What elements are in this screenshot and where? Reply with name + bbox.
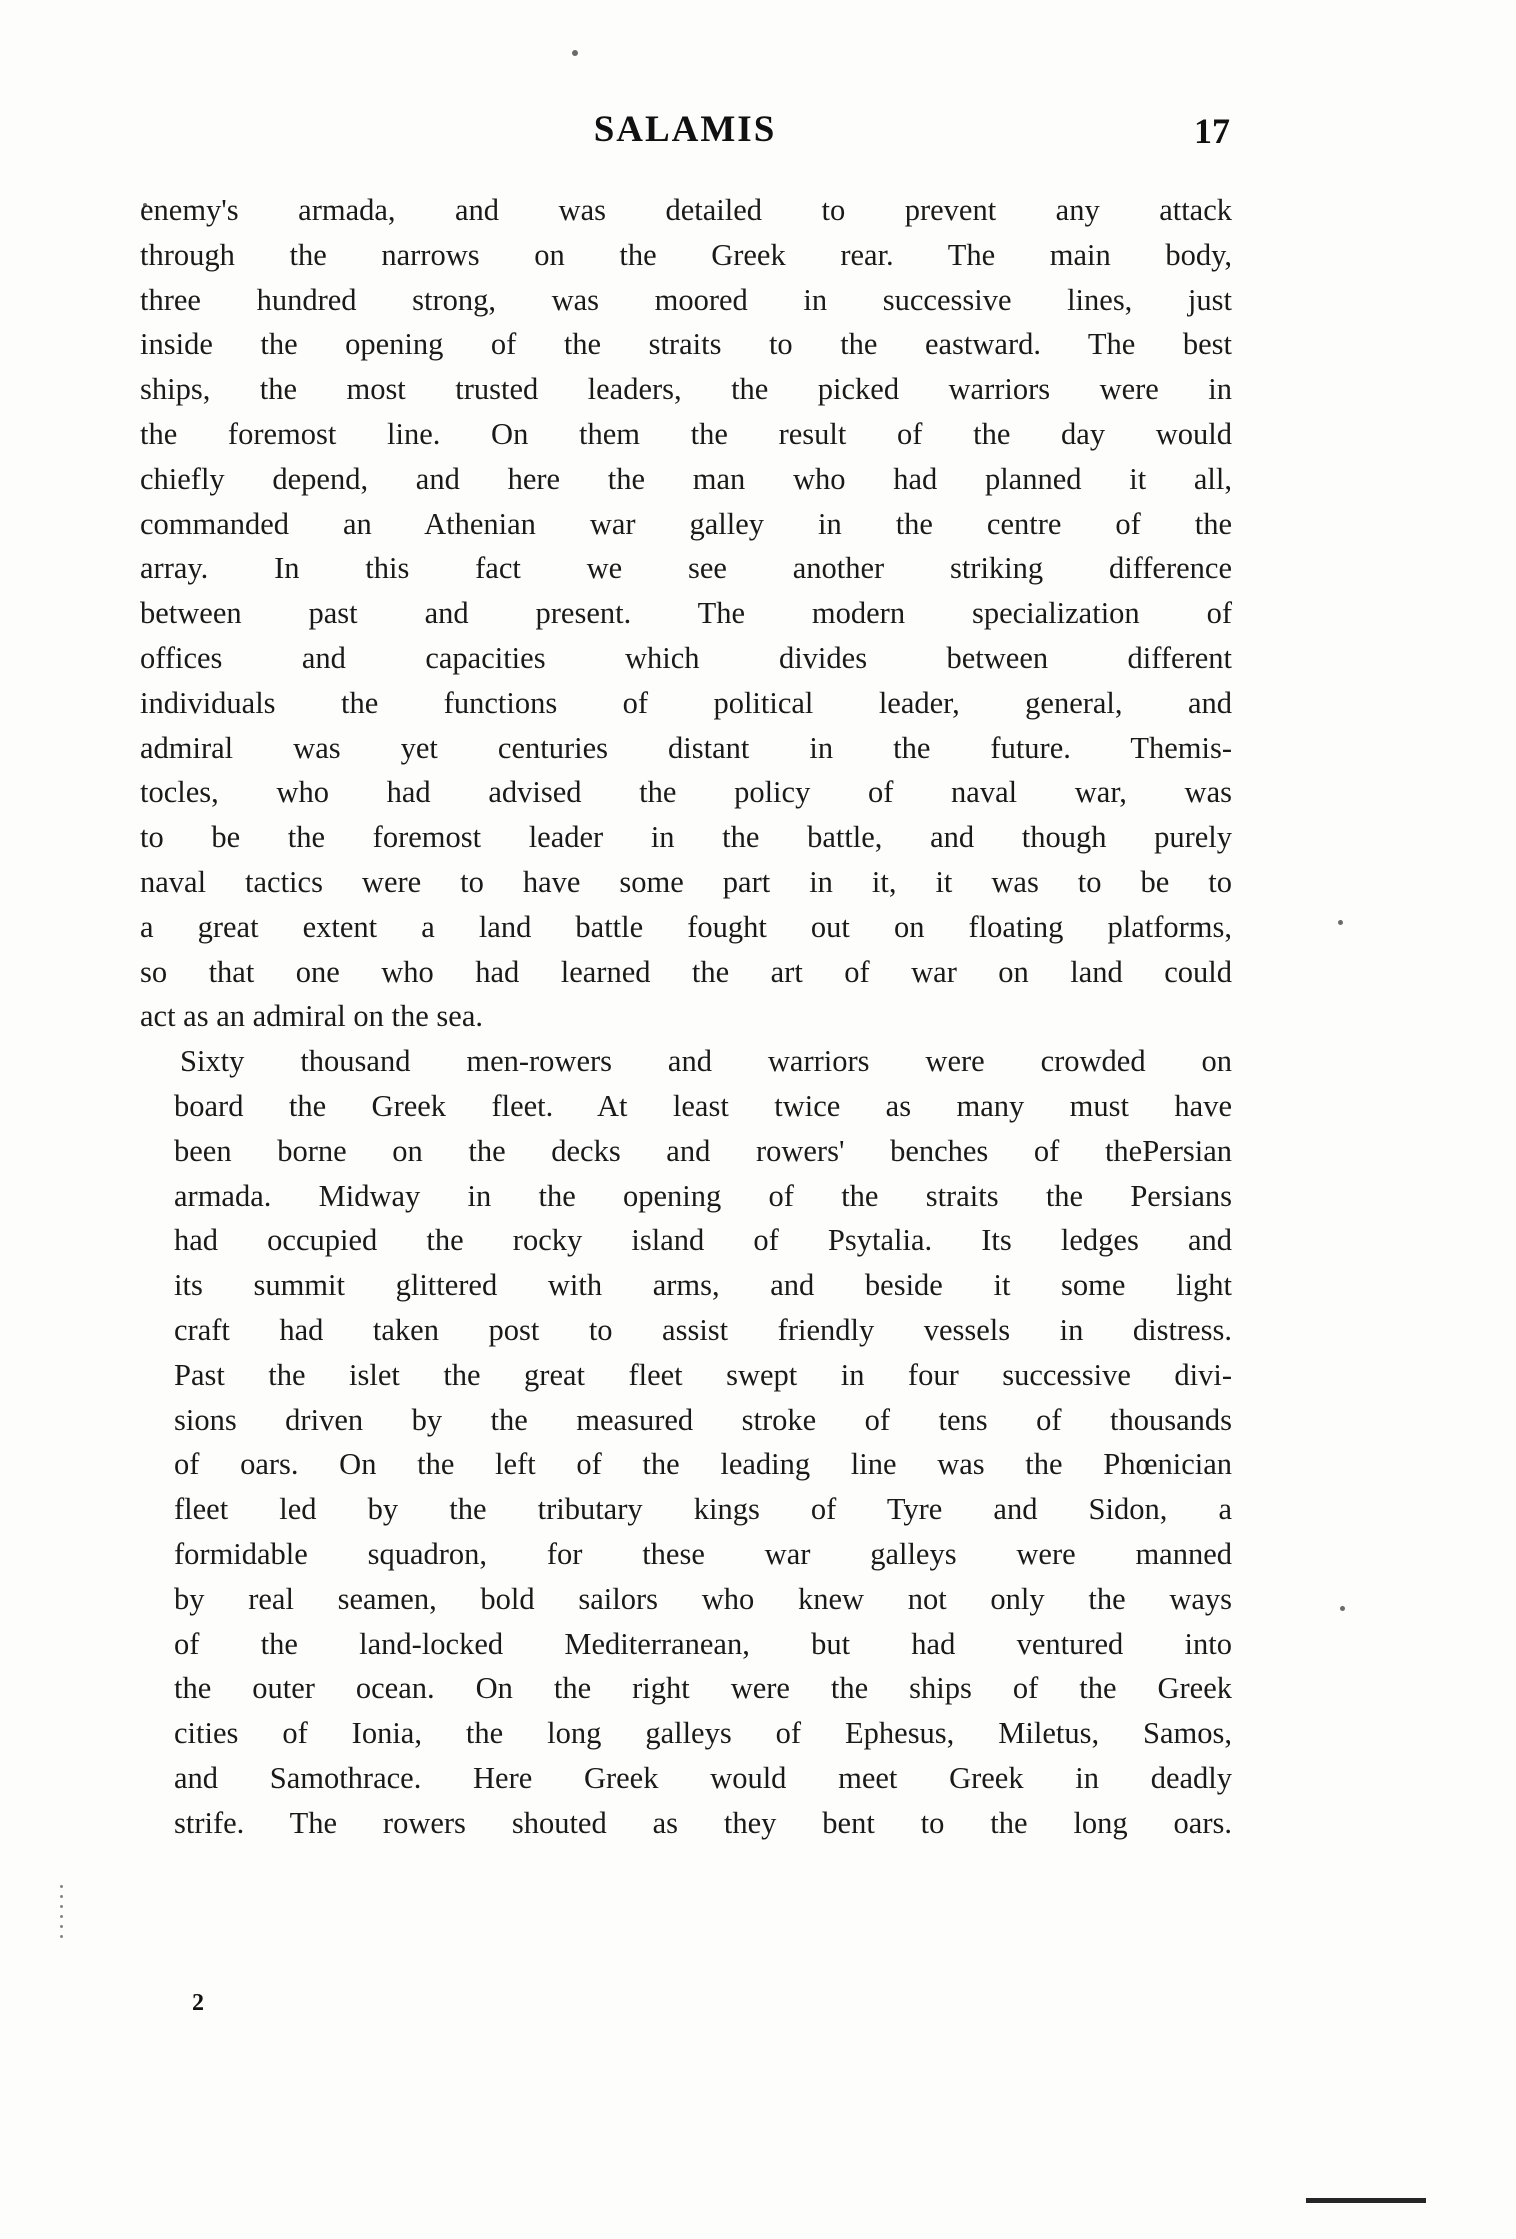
text-line: armada. Midway in the opening of the straits the Persians: [174, 1178, 1232, 1213]
text-line: commanded an Athenian war galley in the centre of the: [140, 506, 1232, 541]
text-line: Past the islet the great fleet swept in four successive divi-: [174, 1357, 1232, 1392]
text-line: ships, the most trusted leaders, the picked warriors were in: [140, 372, 1232, 407]
text-line: enemy's armada, and was detailed to prevent any attack: [140, 193, 1232, 227]
signature-mark: 2: [192, 1990, 204, 2016]
bottom-rule: [1306, 2198, 1426, 2203]
text-line: chiefly depend, and here the man who had planned it all,: [140, 461, 1232, 496]
running-head: SALAMIS: [593, 109, 777, 150]
text-line: naval tactics were to have some part in it, it was to be to: [140, 864, 1232, 899]
text-line: inside the opening of the straits to the eastward. The best: [140, 327, 1232, 362]
text-line: the foremost line. On them the result of the day would: [140, 416, 1232, 451]
paragraph-1: [140, 188, 1232, 1039]
text-line: individuals the functions of political leader, general, and: [140, 685, 1232, 720]
text-line: strife. The rowers shouted as they bent to the long oars.: [174, 1805, 1232, 1840]
text-line: array. In this fact we see another striking difference: [140, 551, 1232, 586]
page-number: 17: [1194, 111, 1230, 151]
scan-speck: [572, 50, 578, 56]
text-line: by real seamen, bold sailors who knew not only the ways: [174, 1581, 1232, 1616]
text-line: board the Greek fleet. At least twice as many must have: [174, 1088, 1232, 1123]
text-line: formidable squadron, for these war galleys were manned: [174, 1536, 1232, 1571]
text-line: a great extent a land battle fought out on floating platforms,: [140, 909, 1232, 944]
text-line: to be the foremost leader in the battle, and though purely: [140, 820, 1232, 855]
text-line: craft had taken post to assist friendly vessels in distress.: [174, 1312, 1232, 1347]
scan-speck: [1338, 920, 1343, 925]
text-line: the outer ocean. On the right were the ships of the Greek: [174, 1671, 1232, 1706]
text-line: through the narrows on the Greek rear. The main body,: [140, 237, 1232, 272]
text-line: admiral was yet centuries distant in the future. Themis-: [140, 730, 1232, 765]
page-body: [140, 188, 1232, 1845]
text-line: fleet led by the tributary kings of Tyre and Sidon, a: [174, 1492, 1232, 1527]
text-line: and Samothrace. Here Greek would meet Greek in deadly: [174, 1760, 1232, 1795]
text-line: of oars. On the left of the leading line was the Phœnician: [174, 1447, 1232, 1482]
text-line: had occupied the rocky island of Psytalia. Its ledges and: [174, 1223, 1232, 1258]
text-line: tocles, who had advised the policy of naval war, was: [140, 775, 1232, 810]
page-header: [140, 108, 1230, 160]
text-line: its summit glittered with arms, and beside it some light: [174, 1268, 1232, 1303]
text-line: sions driven by the measured stroke of tens of thousands: [174, 1402, 1232, 1437]
scan-speck: [1340, 1606, 1345, 1611]
text-line: three hundred strong, was moored in successive lines, just: [140, 282, 1232, 317]
text-line: so that one who had learned the art of war on land could: [140, 954, 1232, 989]
text-line: of the land-locked Mediterranean, but had ventured into: [174, 1626, 1232, 1661]
text-line: been borne on the decks and rowers' benches of thePersian: [174, 1133, 1232, 1168]
paragraph-2: [140, 1039, 1232, 1845]
text-line: between past and present. The modern specialization of: [140, 596, 1232, 631]
text-line: act as an admiral on the sea.: [140, 999, 483, 1034]
text-line: cities of Ionia, the long galleys of Ephesus, Miletus, Samos,: [174, 1716, 1232, 1751]
text-line: Sixty thousand men-rowers and warriors were crowded on: [180, 1044, 1232, 1079]
page-edge-marks: [60, 1885, 68, 1955]
text-line: offices and capacities which divides between different: [140, 640, 1232, 675]
